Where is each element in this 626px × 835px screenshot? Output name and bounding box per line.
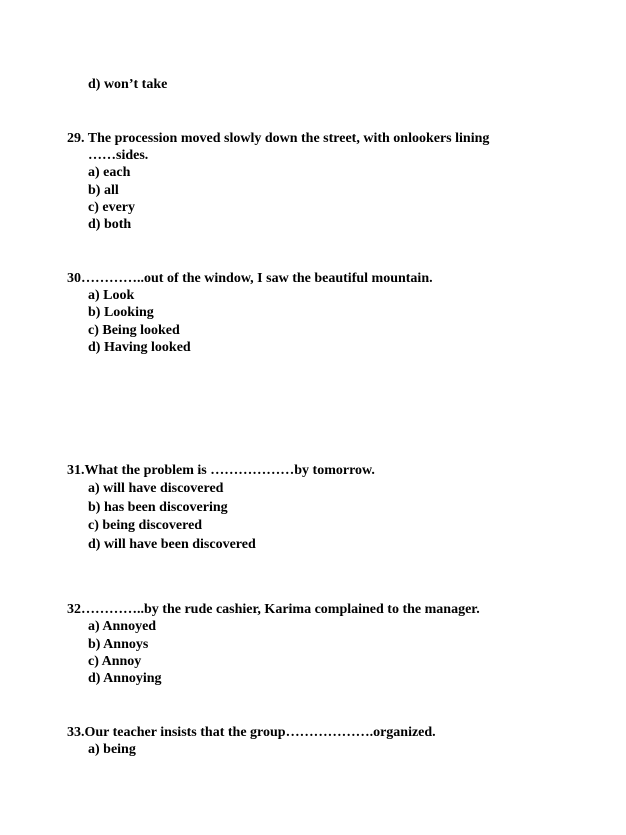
option-32-a: a) Annoyed	[88, 619, 157, 634]
question-33-stem: 33.Our teacher insists that the group……………….organized.	[67, 725, 436, 740]
option-31-c: c) being discovered	[88, 518, 203, 533]
question-32-stem: 32…………..by the rude cashier, Karima complained to the manager.	[67, 602, 480, 617]
option-29-a: a) each	[88, 165, 131, 180]
option-31-d: d) will have been discovered	[88, 537, 256, 552]
question-31-stem: 31.What the problem is ………………by tomorrow.	[67, 463, 375, 478]
question-30-stem: 30…………..out of the window, I saw the beautiful mountain.	[67, 271, 433, 286]
option-29-c: c) every	[88, 200, 136, 215]
option-30-a: a) Look	[88, 288, 135, 303]
question-29-stem-line2: ……sides.	[88, 148, 149, 163]
question-29-stem-line1: 29. The procession moved slowly down the street, with onlookers lining	[67, 131, 490, 146]
option-32-c: c) Annoy	[88, 654, 142, 669]
option-33-a: a) being	[88, 742, 136, 757]
option-30-d: d) Having looked	[88, 340, 191, 355]
option-32-d: d) Annoying	[88, 671, 162, 686]
option-29-d: d) both	[88, 217, 132, 232]
option-32-b: b) Annoys	[88, 637, 149, 652]
option-30-b: b) Looking	[88, 305, 154, 320]
option-30-c: c) Being looked	[88, 323, 180, 338]
option-28-d: d) won’t take	[88, 77, 168, 92]
option-31-a: a) will have discovered	[88, 481, 224, 496]
option-31-b: b) has been discovering	[88, 500, 228, 515]
option-29-b: b) all	[88, 183, 119, 198]
